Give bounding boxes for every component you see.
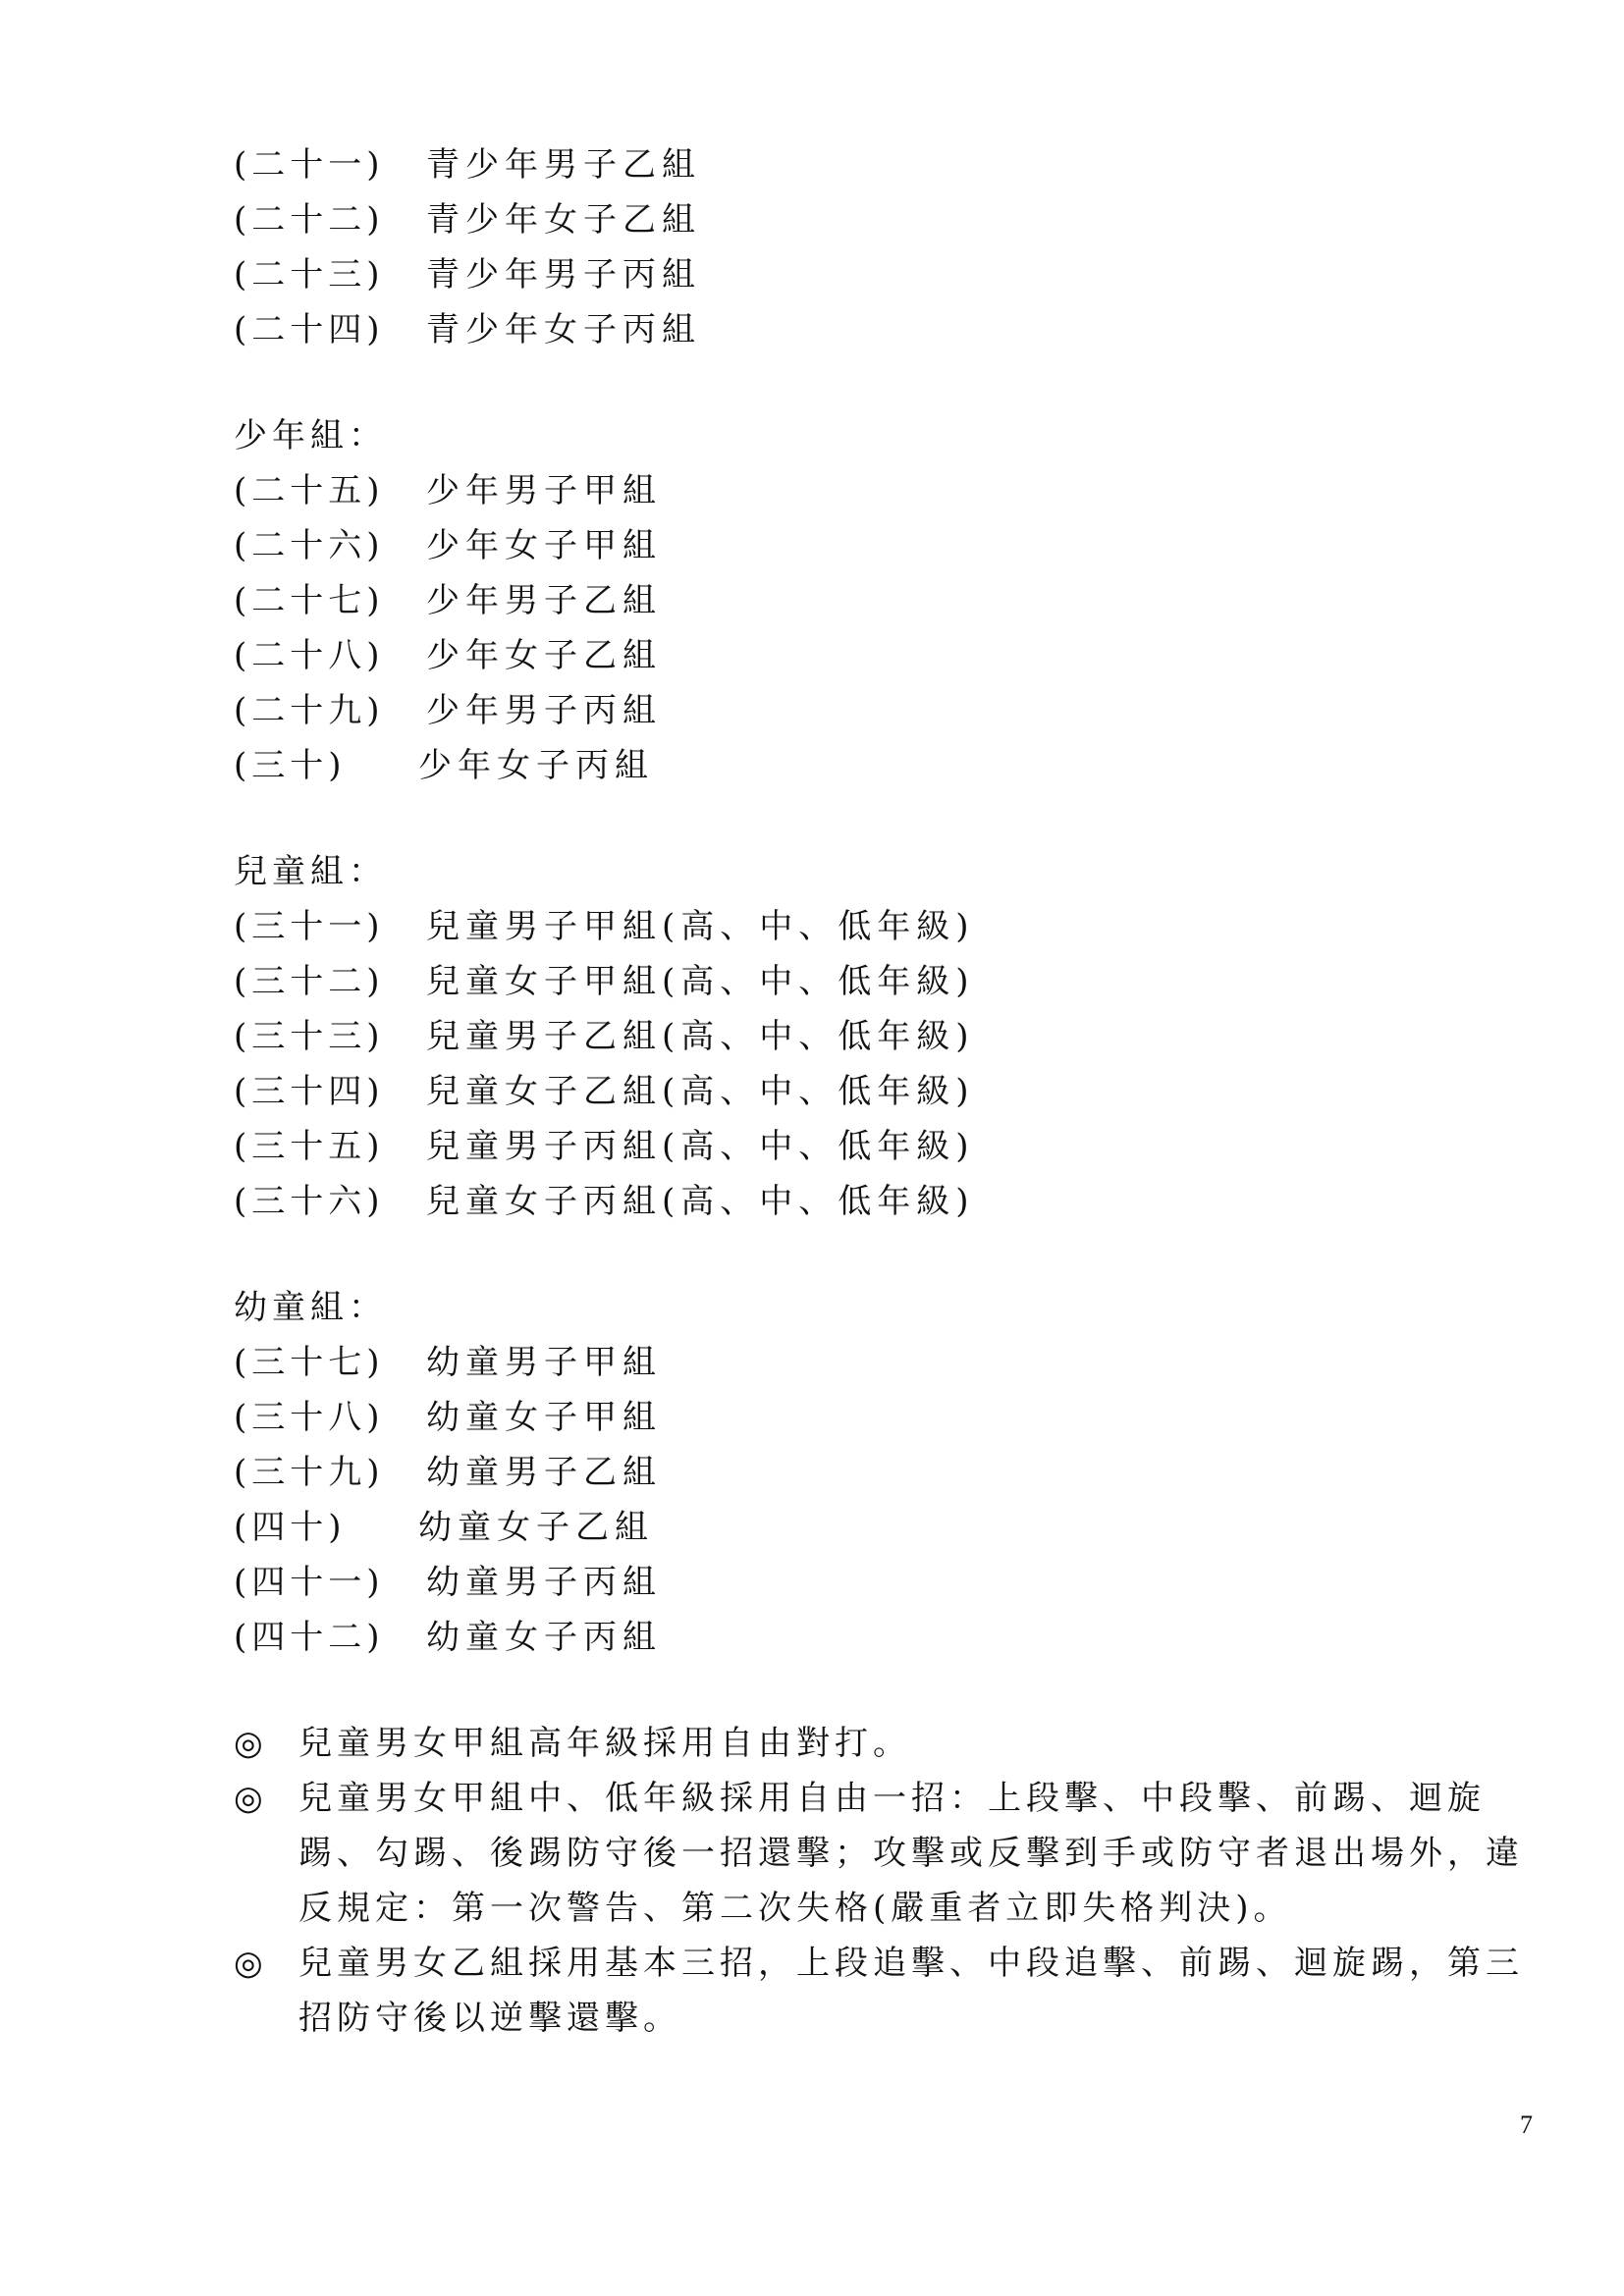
item-label: 幼童男子乙組 xyxy=(426,1453,662,1492)
note-text: 兒童男女甲組中、低年級採用自由一招：上段擊、中段擊、前踢、迴旋踢、勾踢、後踢防守後一招還擊；攻擊或反擊到手或防守者退出場外，違反規定：第一次警告、第二次失格(嚴重者立即失格判決)。 xyxy=(298,1779,1524,1928)
item-number: (三十二) xyxy=(234,962,385,1001)
list-item xyxy=(234,1390,1530,1445)
list-item xyxy=(234,1119,1530,1174)
item-number: (三十一) xyxy=(234,907,385,946)
list-item xyxy=(234,1174,1530,1229)
item-label: 少年女子丙組 xyxy=(418,746,654,785)
item-number: (四十) xyxy=(234,1508,347,1547)
item-number: (二十七) xyxy=(234,581,385,620)
section-junior xyxy=(234,408,1530,793)
note-text: 兒童男女乙組採用基本三招，上段追擊、中段追擊、前踢、迴旋踢，第三招防守後以逆擊還擊。 xyxy=(298,1944,1524,2038)
item-number: (三十四) xyxy=(234,1072,385,1111)
list-item xyxy=(234,302,1530,357)
list-item xyxy=(234,628,1530,683)
item-label: 少年男子甲組 xyxy=(426,471,662,510)
item-label: 少年男子乙組 xyxy=(426,581,662,620)
list-item xyxy=(234,1335,1530,1390)
section-children xyxy=(234,844,1530,1229)
item-number: (三十七) xyxy=(234,1343,385,1382)
item-label: 幼童男子丙組 xyxy=(426,1563,662,1602)
item-number: (二十六) xyxy=(234,526,385,565)
page-number: 7 xyxy=(1520,2110,1533,2139)
item-label: 幼童女子乙組 xyxy=(418,1508,654,1547)
list-item xyxy=(234,1555,1530,1610)
list-item xyxy=(234,463,1530,518)
item-number: (二十九) xyxy=(234,691,385,730)
item-number: (三十九) xyxy=(234,1453,385,1492)
item-label: 少年男子丙組 xyxy=(426,691,662,730)
list-item xyxy=(234,247,1530,302)
item-number: (三十八) xyxy=(234,1398,385,1437)
item-label: 青少年男子丙組 xyxy=(426,255,701,294)
item-label: 幼童女子甲組 xyxy=(426,1398,662,1437)
note-text: 兒童男女甲組高年級採用自由對打。 xyxy=(298,1724,911,1763)
bullseye-icon: ◎ xyxy=(234,1779,263,1818)
list-item xyxy=(234,1610,1530,1665)
list-item xyxy=(234,518,1530,573)
item-number: (三十) xyxy=(234,746,347,785)
list-item xyxy=(234,899,1530,954)
item-number: (二十三) xyxy=(234,255,385,294)
item-number: (四十二) xyxy=(234,1618,385,1657)
item-number: (二十五) xyxy=(234,471,385,510)
bullseye-icon: ◎ xyxy=(234,1724,263,1763)
item-label: 少年女子乙組 xyxy=(426,636,662,675)
list-item xyxy=(234,1009,1530,1064)
item-number: (二十四) xyxy=(234,310,385,349)
item-number: (二十二) xyxy=(234,200,385,240)
item-number: (二十一) xyxy=(234,145,385,185)
list-item xyxy=(234,1445,1530,1500)
list-item xyxy=(234,137,1530,192)
item-label: 青少年女子乙組 xyxy=(426,200,701,240)
item-label: 兒童男子丙組(高、中、低年級) xyxy=(426,1127,975,1166)
list-item xyxy=(234,738,1530,793)
list-item xyxy=(234,1064,1530,1119)
note-item xyxy=(234,1716,1530,1771)
list-item xyxy=(234,1500,1530,1555)
section-heading: 幼童組： xyxy=(234,1288,387,1327)
bullseye-icon: ◎ xyxy=(234,1944,263,1983)
item-number: (三十六) xyxy=(234,1182,385,1221)
item-label: 少年女子甲組 xyxy=(426,526,662,565)
note-item xyxy=(234,1936,1530,2046)
list-item xyxy=(234,683,1530,738)
section-heading: 兒童組： xyxy=(234,852,387,891)
section-youth xyxy=(234,137,1530,357)
section-toddler xyxy=(234,1280,1530,1665)
item-label: 兒童女子甲組(高、中、低年級) xyxy=(426,962,975,1001)
item-number: (二十八) xyxy=(234,636,385,675)
item-label: 幼童男子甲組 xyxy=(426,1343,662,1382)
item-label: 兒童男子甲組(高、中、低年級) xyxy=(426,907,975,946)
item-label: 兒童男子乙組(高、中、低年級) xyxy=(426,1017,975,1056)
item-number: (四十一) xyxy=(234,1563,385,1602)
item-label: 幼童女子丙組 xyxy=(426,1618,662,1657)
list-item xyxy=(234,573,1530,628)
note-item xyxy=(234,1771,1530,1936)
document-content xyxy=(234,137,1530,2046)
item-label: 青少年男子乙組 xyxy=(426,145,701,185)
list-item xyxy=(234,192,1530,247)
item-label: 青少年女子丙組 xyxy=(426,310,701,349)
list-item xyxy=(234,954,1530,1009)
item-number: (三十五) xyxy=(234,1127,385,1166)
notes-list xyxy=(234,1716,1530,2046)
item-label: 兒童女子丙組(高、中、低年級) xyxy=(426,1182,975,1221)
item-number: (三十三) xyxy=(234,1017,385,1056)
section-heading: 少年組： xyxy=(234,416,387,455)
item-label: 兒童女子乙組(高、中、低年級) xyxy=(426,1072,975,1111)
